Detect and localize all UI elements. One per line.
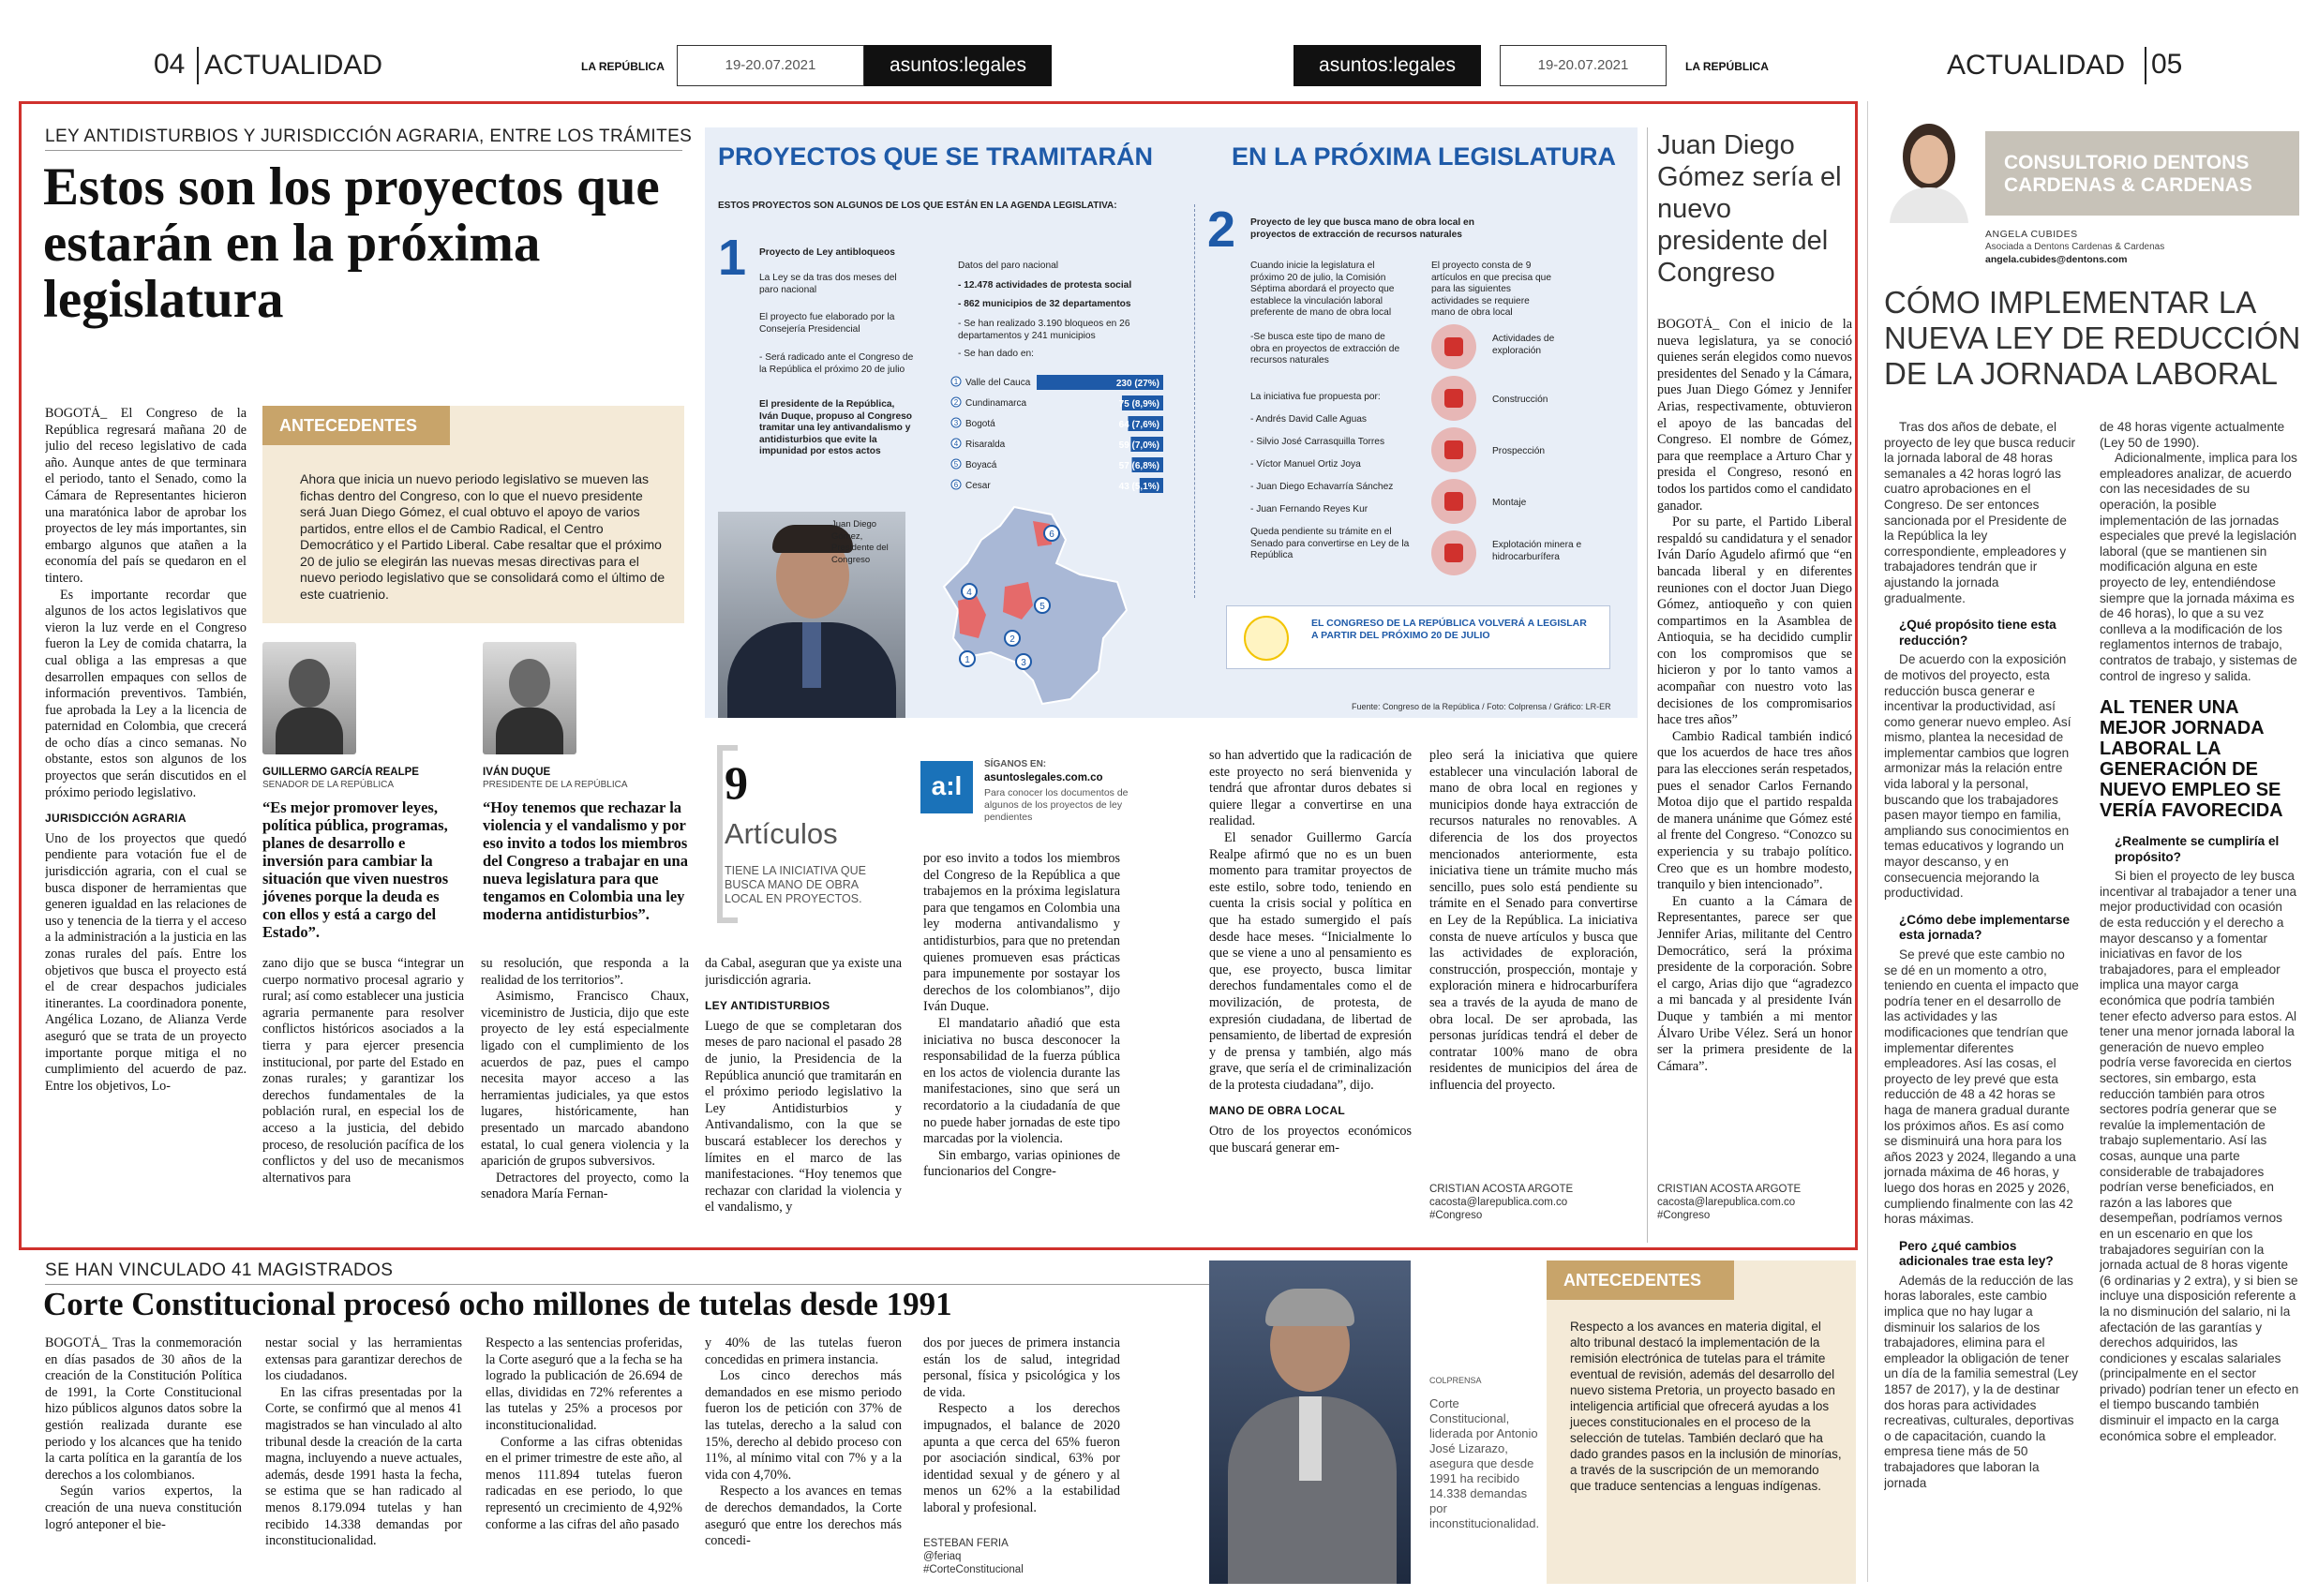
main-kicker: LEY ANTIDISTURBIOS Y JURISDICCIÓN AGRARIA, ENTRE LOS TRÁMITES xyxy=(45,127,693,146)
author-avatar xyxy=(1882,118,1976,223)
info-p1-title: Proyecto de Ley antibloqueos xyxy=(759,247,895,258)
main-author: CRISTIAN ACOSTA ARGOTE xyxy=(1429,1184,1574,1195)
main-col3-p1: su resolución, que responda a la realidad de los territorios”. xyxy=(481,956,689,988)
main-col6-p3: Otro de los proyectos económicos que buscará generar em- xyxy=(1209,1124,1412,1156)
bar-category-label: Risaralda xyxy=(965,440,1006,450)
info-paro-item-3: - Se han realizado 3.190 bloqueos en 26 departamentos y 241 municipios xyxy=(958,319,1130,341)
bottom-col4-p1: y 40% de las tutelas fueron concedidas en primera instancia. xyxy=(705,1335,902,1367)
right-author-name: ANGELA CUBIDES xyxy=(1985,229,2078,240)
main-col5-p1: por eso invito a todos los miembros del Congreso de la República a que trabajemos en la próxima legislatura para que tengamos en Colombia una ley moderna antivandalismo y antidisturbios, para que no pretendan quienes promueven esas prácticas para impunemente por sostayar los derechos de los colombianos”, dijo Iván Duque. xyxy=(923,851,1120,1015)
bar-value-label: 57 (6,8%) xyxy=(1118,461,1159,471)
main-col5-p3: Sin embargo, varias opiniones de funcionarios del Congre- xyxy=(923,1147,1120,1180)
colombia-map xyxy=(902,498,1145,713)
main-col4-p1: da Cabal, aseguran que ya existe una jurisdicción agraria. xyxy=(705,956,902,988)
bar-index-label: 1 xyxy=(953,378,959,386)
info-photo-caption: Juan Diego Gómez, Presidente del Congreso xyxy=(831,519,889,565)
right-c2-quote: AL TENER UNA MEJOR JORNADA LABORAL LA GENERACIÓN DE NUEVO EMPLEO SE VERÍA FAVORECIDA xyxy=(2100,697,2283,822)
map-label-6: 6 xyxy=(1049,530,1054,540)
right-c2-p2: Adicionalmente, implica para los empleadores analizar, de acuerdo con las necesidades de su operación, la posible implementación de las jornadas especiales que prevé la legislación laboral (que se mantienen sin modificación alguna en este proyecto de ley, entendiéndose siempre que la jornada máxima es de 46 horas), lo que a su vez conlleva a la modificación de los reglamentos internos de trabajo, contratos de trabajo, y sistemas de control de ingreso y salida. xyxy=(2100,451,2297,683)
bottom-headline: Corte Constitucional procesó ocho millones de tutelas desde 1991 xyxy=(43,1286,952,1322)
quote2-role: PRESIDENTE DE LA REPÚBLICA xyxy=(483,780,628,790)
main-col5-p2: El mandatario añadió que esta iniciativa no busca desconocer la responsabilidad de la fuerza pública en los actos de violencia durante las manifestaciones, sino que será un recordatorio a la ciudadanía de que no puede haber jornadas de este tipo marcadas por la violencia. xyxy=(923,1015,1120,1147)
main-column-5 xyxy=(923,851,1120,1242)
info-p2-left-5: - Silvio José Carrasquilla Torres xyxy=(1250,437,1385,447)
bottom-kicker: SE HAN VINCULADO 41 MAGISTRADOS xyxy=(45,1260,394,1280)
main-col4-p2: Luego de que se completaran dos meses de paro nacional el pasado 28 de junio, la Presidencia de la República anunció que tramitarán en el próximo periodo legislativo la Ley Antidisturbios y Antivandalismo, con la que se buscará establecer los derechos y límites en el marco de las manifestaciones. “Hoy tenemos que rechazar con claridad la violencia y el vandalismo, y xyxy=(705,1018,902,1216)
right-date-box: 19-20.07.2021 xyxy=(1500,45,1667,86)
left-header-divider xyxy=(197,47,199,84)
main-col6-p1: so han advertido que la radicación de este proyecto no será bienvenida y tendrá que afrontar duros debates si quiere llegar a convertirse en una realidad. xyxy=(1209,748,1412,829)
activity-5: Explotación minera e hidrocarburífera xyxy=(1492,540,1582,562)
map-label-2: 2 xyxy=(1009,634,1015,645)
right-page-number: 05 xyxy=(2151,49,2183,80)
bottom-column-1 xyxy=(45,1335,242,1589)
bottom-column-2 xyxy=(265,1335,462,1589)
main-col2-p1: zano dijo que se busca “integrar un cuerpo normativo procesal agrario y rural; así como establecer una justicia agraria permanente para resolver conflictos históricos asociados a la tierra y para ejercer presencia institucional, por parte del Estado en zonas rurales; y garantizar los derechos fundamentales de la población rural, en especial los de acceso a la justicia, del debido proceso, de resolución pacífica de los conflictos y del uso de mecanismos alternativos para xyxy=(262,956,464,1186)
main-column-3 xyxy=(481,956,689,1242)
right-c1-p4: Además de la reducción de las horas laborales, este cambio implica que no hay lugar a disminuir los salarios de los trabajadores, elimina para el empleador la obligación de tener un día de la familia semestral (Ley 1857 de 2017), y la de destinar dos horas para actividades recreativas, culturales, deportivas o de capacitación, cuando la empresa tiene más de 50 trabajadores que laboran la jornada xyxy=(1884,1273,2079,1490)
main-col3-p2: Asimismo, Francisco Chaux, viceministro de Justicia, dijo que este proyecto de ley está especialmente ligado con el cumplimiento de los acuerdos de paz, pues el campo necesita mayor acceso a las herramientas judiciales, ya que estos lugares, históricamente, han presentado un marcado abandono estatal, lo cual genera violencia y la aparición de grupos subversivos. xyxy=(481,989,689,1170)
info-paro-item-1: - 12.478 actividades de protesta social xyxy=(958,280,1132,291)
main-column-6 xyxy=(1209,748,1412,1242)
info-p2-left-4: - Andrés David Calle Aguas xyxy=(1250,414,1368,425)
bulb-banner xyxy=(1226,605,1610,669)
left-page-number: 04 xyxy=(154,49,186,80)
bar-index-label: 5 xyxy=(953,460,959,469)
bottom-col5-p1: dos por jueces de primera instancia están los de salud, integridad personal, física y psicológica y los de vida. xyxy=(923,1335,1120,1400)
info-source: Fuente: Congreso de la República / Foto: Colprensa / Gráfico: LR-ER xyxy=(1352,702,1611,711)
bar-index-label: 6 xyxy=(953,481,959,489)
info-paro-item-4: - Se han dado en: xyxy=(958,349,1034,359)
right-column-1 xyxy=(1884,420,2079,1587)
bottom-col1-p2: Según varios expertos, la creación de una nueva constitución logró anteponer el bie- xyxy=(45,1484,242,1532)
antecedentes-text: Ahora que inicia un nuevo periodo legislativo se mueven las fichas dentro del Congreso, con lo que el nuevo presidente será Juan Diego Gómez, el cual obtuvo el apoyo de varios partidos, entre ellos el de Cambio Radical, el Centro Democrático y el Partido Liberal. Cabe resaltar que el próximo 20 de julio se elegirán las nuevas mesas directivas para el nuevo periodo legislativo que se consolidará como el último de este cuatrienio. xyxy=(300,471,665,602)
right-left-rule xyxy=(1867,101,1868,1582)
main-column-1 xyxy=(45,406,247,1240)
side-author-mail[interactable]: cacosta@larepublica.com.co xyxy=(1657,1197,1796,1208)
right-section-title: ACTUALIDAD xyxy=(1947,50,2126,81)
map-label-4: 4 xyxy=(966,588,972,598)
bar-index-label: 3 xyxy=(953,419,959,427)
department-bar-chart xyxy=(950,369,1194,510)
quote1-name: GUILLERMO GARCÍA REALPE xyxy=(262,767,419,778)
map-label-5: 5 xyxy=(1039,602,1045,612)
bar-category-label: Cundinamarca xyxy=(965,398,1027,409)
main-column-4 xyxy=(705,956,902,1242)
side-byline xyxy=(1657,1183,1854,1222)
right-c1-q1: ¿Qué propósito tiene esta reducción? xyxy=(1899,618,2056,648)
nine-number: 9 xyxy=(725,756,748,809)
nine-word: Artículos xyxy=(725,817,838,850)
bottom-col1-p1: BOGOTÁ_ Tras la conmemoración en días pasados de 30 años de la creación de la Constitución Política de 1991, la Corte Constitucional hizo públicos algunos datos sobre la gestión realizada durante ese periodo y los alcances que ha tenido la carta política en la garantía de los derechos a los colombianos. xyxy=(45,1335,242,1483)
side-left-rule xyxy=(1647,127,1648,1243)
info-p2-left-2: -Se busca este tipo de mano de obra en proyectos de extracción de recursos naturales xyxy=(1250,332,1400,365)
info-title-b: EN LA PRÓXIMA LEGISLATURA xyxy=(1232,142,1616,171)
bottom-antecedentes-box xyxy=(1547,1260,1856,1584)
info-p1-item-2: El proyecto fue elaborado por la Consejería Presidencial xyxy=(759,312,895,335)
info-p2-left-9: Queda pendiente su trámite en el Senado para convertirse en Ley de la República xyxy=(1250,527,1410,560)
bar-value-label: 75 (8,9%) xyxy=(1118,399,1159,410)
info-p2-left-8: - Juan Fernando Reyes Kur xyxy=(1250,504,1368,515)
side-p2: Por su parte, el Partido Liberal respaldó su candidatura y el senador Iván Darío Agudelo afirmó que “en bancada liberal y en diferentes reuniones con el doctor Juan Diego Gómez, antioqueño y con quien compartimos en la Asamblea de Antioquia, se ha decidido cumplir con los compromisos que se hicieron y por lo tanto vamos a acompañar con nuestro voto las decisiones de los compromisarios hace tres años” xyxy=(1657,515,1852,728)
info-p2-left-7: - Juan Diego Echavarría Sánchez xyxy=(1250,482,1394,492)
right-c1-p3: Se prevé que este cambio no se dé en un momento a otro, teniendo en cuenta el impacto que podría tener en el desarrollo de las actividades y las modificaciones que tendrían que implementar diferentes empleadores. Así las cosas, el proyecto de ley prevé que esta reducción de 48 a 42 horas se haga de manera gradual durante los próximos años. Es así como se disminuirá una hora para los años 2023 y 2024, llegando a una jornada máxima de 46 horas, y luego dos horas en 2025 y 2026, cumpliendo finalmente con las 42 horas máximas. xyxy=(1884,947,2079,1227)
bar-category-label: Cesar xyxy=(965,481,991,491)
exploration-icon xyxy=(1431,324,1476,369)
bar-category-label: Boyacá xyxy=(965,460,997,470)
info-p2-mid: El proyecto consta de 9 artículos en que precisa que para las siguientes actividades se requiere mano de obra local xyxy=(1431,261,1551,318)
right-c2-p1: de 48 horas vigente actualmente (Ley 50 de 1990). xyxy=(2100,420,2285,450)
bar-index-label: 2 xyxy=(953,398,959,407)
bottom-col2-p1: nestar social y las herramientas extensas para garantizar derechos de los ciudadanos. xyxy=(265,1335,462,1384)
bottom-photo xyxy=(1209,1260,1411,1584)
main-col7-p1: pleo será la iniciativa que quiere establecer una vinculación laboral de mano de obra local en regiones y municipios donde haya extracción de recursos naturales no renovables. A diferencia de los dos proyectos mencionados anteriormente, esta iniciativa tiene un trámite mucho más sencillo, pues solo está pendiente su trámite en el Senado para convertirse en Ley de la República. La iniciativa consta de nueve artículos y busca que las actividades de exploración, construcción, prospección, montaje y exploración minera e hidrocarburífera sea a través de la ayuda de mano de obra local. De ser aprobada, las personas jurídicas tendrá el deber de contratar 100% mano de obra residentes de municipios del área de influencia del proyecto. xyxy=(1429,748,1638,1093)
kicker-rule xyxy=(45,150,682,151)
main-byline xyxy=(1429,1183,1636,1222)
right-brand: asuntos:legales xyxy=(1294,45,1481,86)
right-c1-p2: De acuerdo con la exposición de motivos del proyecto, esta reducción busca generar e incentivar la productividad, así como generar nuevo empleo. Así mismo, plantea la necesidad de implementar cambios que logren armonizar más la relación entre vida laboral y la personal, buscando que los trabajadores pasen mayor tiempo en familia, ampliando sus conocimientos en temas educativos y logrando un mayor descanso, y en consecuencia mejorando la productividad. xyxy=(1884,652,2071,901)
quote2-name: IVÁN DUQUE xyxy=(483,767,551,778)
side-headline: Juan Diego Gómez sería el nuevo presidente del Congreso xyxy=(1657,130,1842,288)
bottom-byline xyxy=(923,1537,1120,1576)
main-col6-p2: El senador Guillermo García Realpe afirmó que no es un buen momento para tramitar proyectos de este estilo, sobre todo, teniendo en cuenta la crisis social y política en que ha estado sumergido el país desde hace meses. “Inicialmente lo que se viene a uno al pensamiento es que, ese proyecto, busca limitar derechos fundamentales como el de movilización, de protesta, de expresión ciudadana, de libertad de pensamiento, de libertad de expresión y de prensa y también, algo más grave, que sería el de criminalización de la protesta ciudadana”, dijo. xyxy=(1209,829,1412,1093)
bottom-antecedentes-title: ANTECEDENTES xyxy=(1547,1260,1734,1300)
main-col6-subhead: MANO DE OBRA LOCAL xyxy=(1209,1104,1345,1118)
follow-title: SÍGANOS EN: xyxy=(984,759,1047,769)
bottom-col4-p3: Respecto a los avances en temas de derechos demandados, la Corte aseguró que entre los derechos más concedi- xyxy=(705,1484,902,1549)
bottom-col5-p2: Respecto a los derechos impugnados, el balance de 2020 apunta a que cerca del 65% fueron por asociación sindical, 63% por identidad sexual y de género y al menos un 62% a la estabilidad laboral y profesional. xyxy=(923,1401,1120,1515)
bar-category-label: Bogotá xyxy=(965,419,995,429)
activity-4: Montaje xyxy=(1492,498,1527,508)
consultorio-banner: CONSULTORIO DENTONS CARDENAS & CARDENAS xyxy=(1985,131,2299,216)
info-paro-item-2: - 862 municipios de 32 departamentos xyxy=(958,299,1131,309)
bottom-col2-p2: En las cifras presentadas por la Corte, se confirmó que al menos 41 magistrados se han vinculado al alto tribunal desde la creación de la carta magna, incluyendo a nueve actuales, además, desde 1991 hasta la fecha, se estima que se han radicado al menos 8.179.094 tutelas y han recibido 14.338 demandas por inconstitucionalidad. xyxy=(265,1384,462,1549)
antecedentes-title: ANTECEDENTES xyxy=(262,406,450,445)
bar-value-label: 59 (7,0%) xyxy=(1118,440,1159,451)
side-p1: BOGOTÁ_ Con el inicio de la nueva legislatura, ya se conoció quienes serán elegidos como nuevos presidentes del Senado y la Cámara, pues Juan Diego Gómez y Jennifer Arias, respectivamente, obtuvieron el apoyo de las bancadas del Congreso. El nombre de Gómez, para que reemplace a Arturo Char y presida el Congreso, resonó en todos los partidos como el candidato ganador. xyxy=(1657,317,1852,514)
bottom-col3-p2: Conforme a las cifras obtenidas en el primer trimestre de este año, al menos 111.894 tutelas fueron radicadas en ese periodo, lo que representó un crecimiento de 4,92% conforme a las cifras del año pasado xyxy=(486,1434,682,1532)
right-c1-q3: Pero ¿qué cambios adicionales trae esta ley? xyxy=(1899,1238,2054,1269)
follow-site[interactable]: asuntoslegales.com.co xyxy=(984,772,1103,783)
site-logo: a:l xyxy=(920,761,973,813)
right-pub-name: LA REPÚBLICA xyxy=(1685,60,1769,73)
antecedentes-box xyxy=(262,406,684,623)
info-p1-item-1: La Ley se da tras dos meses del paro nacional xyxy=(759,273,897,295)
main-author-tag: #Congreso xyxy=(1429,1210,1483,1221)
side-column xyxy=(1657,317,1852,1170)
right-author-mail[interactable]: angela.cubides@dentons.com xyxy=(1985,254,2128,265)
main-author-mail[interactable]: cacosta@larepublica.com.co xyxy=(1429,1197,1568,1208)
side-p3: Cambio Radical también indicó que los acuerdos de hace tres años para las elecciones serán respetados, pues el senador Carlos Fernando Motoa dijo que el partido respalda de manera unánime que Gómez esté al frente del Congreso. “Conozco su experiencia y su trabajo político. Creo que es un hombre modesto, tranquilo y bien intencionado”. xyxy=(1657,728,1852,893)
side-author: CRISTIAN ACOSTA ARGOTE xyxy=(1657,1184,1802,1195)
left-brand: asuntos:legales xyxy=(864,45,1052,86)
construction-icon xyxy=(1431,376,1476,421)
info-p2-left-1: Cuando inicie la legislatura el próximo 20 de julio, la Comisión Séptima abordará el proyecto que establece la vinculación laboral preferente de mano de obra local xyxy=(1250,261,1395,318)
bottom-col4-p2: Los cinco derechos más demandados en ese mismo periodo fueron los de petición con 37% de las tutelas, derecho a la salud con 15%, derecho al debido proceso con 11%, al mínimo vital con 7% y a la vida con 4,70%. xyxy=(705,1368,902,1483)
bar-index-label: 4 xyxy=(953,440,959,448)
right-header-divider xyxy=(2145,47,2146,84)
left-pub-name: LA REPÚBLICA xyxy=(581,60,665,73)
main-column-7 xyxy=(1429,748,1638,1151)
info-number-1: 1 xyxy=(718,230,747,286)
nine-text: TIENE LA INICIATIVA QUE BUSCA MANO DE OBRA LOCAL EN PROYECTOS. xyxy=(725,864,866,905)
side-author-tag: #Congreso xyxy=(1657,1210,1711,1221)
map-label-3: 3 xyxy=(1021,658,1026,668)
bottom-column-3 xyxy=(486,1335,682,1589)
bottom-antecedentes-text: Respecto a los avances en materia digital, el alto tribunal destacó la implementación de la remisión electrónica de tutelas para el trámite eventual de revisión, además del desarrollo del nuevo sistema Pretoria, un proyecto basado en inteligencia artificial que ofrecerá ayudas a los jueces constitucionales en el proceso de la selección de tutelas. También declaró que ha dado grandes pasos en la inclusión de minorías, a través de la suscripción de un memorando que traduce sentencias a lenguas indígenas. xyxy=(1570,1320,1842,1493)
info-p1-item-4: El presidente de la República, Iván Duque, propuso al Congreso tramitar una ley antivandalismo y antidisturbios que evite la impunidad por estos actos xyxy=(759,399,913,456)
main-col1-p1: BOGOTÁ_ El Congreso de la República regresará mañana 20 de julio del receso legislativo de cada año. Aunque antes de que terminara el periodo, tanto el Senado, como la Cámara de Representantes hicieron una maratónica labor de aprobar los proyectos de ley más importantes, sin embargo algunos que atañen a la economía del país se quedaron en el tintero. xyxy=(45,406,247,586)
bottom-author-tag: #CorteConstitucional xyxy=(923,1564,1024,1575)
bar-value-label: 230 (27%) xyxy=(1115,379,1159,389)
info-p2-left-3: La iniciativa fue propuesta por: xyxy=(1250,392,1381,402)
right-c1-q2: ¿Cómo debe implementarse esta jornada? xyxy=(1899,912,2071,943)
side-p4: En cuanto a la Cámara de Representantes, parece ser que Jennifer Arias, militante del Centro Democrático, será la próxima presidente de la corporación. Sobre el cargo, Arias dijo que “agradezco a mi bancada y al presidente Iván Duque y también a mi mentor Álvaro Uribe Vélez. Será un honor ser la primera presidente de la Cámara”. xyxy=(1657,893,1852,1074)
quote1-role: SENADOR DE LA REPÚBLICA xyxy=(262,780,395,790)
quote1-photo xyxy=(262,642,356,754)
bottom-col3-p1: Respecto a las sentencias proferidas, la Corte aseguró que a la fecha se ha logrado la publicación de 26.694 de ellas, divididas en 72% referentes a las tutelas y 25% a procesos por inconstitucionalidad. xyxy=(486,1335,682,1433)
bottom-column-4 xyxy=(705,1335,902,1589)
main-headline: Estos son los proyectos que estarán en la próxima legislatura xyxy=(43,157,660,329)
right-c2-q1: ¿Realmente se cumpliría el propósito? xyxy=(2115,834,2280,864)
main-column-2 xyxy=(262,956,464,1242)
bottom-photo-credit: COLPRENSA xyxy=(1429,1376,1482,1385)
info-p2-title: Proyecto de ley que busca mano de obra local en proyectos de extracción de recursos naturales xyxy=(1250,217,1474,240)
bottom-photo-caption: Corte Constitucional, liderada por Antonio José Lizarazo, asegura que desde 1991 ha recibido 14.338 demandas por inconstitucionalidad. xyxy=(1429,1396,1540,1530)
prospection-icon xyxy=(1431,427,1476,472)
lightbulb-icon xyxy=(1244,616,1289,661)
main-col1-p2: Es importante recordar que algunos de los actos legislativos que vieron la luz verde en el Congreso fueron la Ley de comida chatarra, la cual obliga a las empresas a que desarrollen empaques con sellos de información preventivos. También, fue aprobada la Ley a la licencia de paternidad en Colombia, que crecerá de ocho días a cinco semanas. No obstante, estos son algunos de los proyectos que serán discutidos en el próximo periodo legislativo. xyxy=(45,587,247,800)
main-col1-subhead: JURISDICCIÓN AGRARIA xyxy=(45,812,187,826)
right-column-2 xyxy=(2100,420,2299,1587)
left-section-title: ACTUALIDAD xyxy=(204,50,383,81)
infographic xyxy=(705,127,1638,718)
info-divider xyxy=(1194,204,1195,598)
right-author-role: Asociada a Dentons Cardenas & Cardenas xyxy=(1985,242,2165,252)
activity-2: Construcción xyxy=(1492,395,1548,405)
bottom-author: ESTEBAN FERIA xyxy=(923,1538,1009,1549)
bar-value-label: 64 (7,6%) xyxy=(1118,420,1159,430)
right-c2-p3: Si bien el proyecto de ley busca incentivar al trabajador a tener una mejor productividad con ocasión de esta reducción y el derecho a mayor descanso y a fomentar iniciativas en favor de los trabajadores, para el empleador implica una mayor carga económica que podría también tener efecto adverso para estos. Al tener una menor jornada laboral la generación de nuevo empleo podría verse favorecida en ciertos sectores, sin embargo, esta reducción también para otros sectores podría generar que se revalúe la implementación de trabajo suplementario. Así las cosas, aunque una parte considerable de trabajadores podrían verse beneficiados, en razón a las labores que desempeñan, podríamos vernos en un escenario en que los trabajadores seguirían con la jornada actual de 8 horas vigente (6 ordinarias y 2 extra), y si bien se incluye una disposición referente a la no disminución del salario, ni la afectación de las garantías y derechos adquiridos, las condiciones y escalas salariales (principalmente en el sector privado) podrían tener un efecto en el tiempo buscando también disminuir el impacto en la carga económica sobre el empleador. xyxy=(2100,869,2299,1443)
info-subtitle: ESTOS PROYECTOS SON ALGUNOS DE LOS QUE ESTÁN EN LA AGENDA LEGISLATIVA: xyxy=(718,201,1117,211)
main-col4-subhead: LEY ANTIDISTURBIOS xyxy=(705,999,830,1013)
bottom-column-5 xyxy=(923,1335,1120,1523)
right-headline: CÓMO IMPLEMENTAR LA NUEVA LEY DE REDUCCIÓN DE LA JORNADA LABORAL xyxy=(1884,285,2301,391)
mining-icon xyxy=(1431,530,1476,575)
quote2-text: “Hoy tenemos que rechazar la violencia y el vandalismo y por eso invito a todos los miembros del Congreso a trabajar en una nueva legislatura para que tengamos en Colombia una ley moderna antidisturbios”. xyxy=(483,798,688,923)
bulb-text: EL CONGRESO DE LA REPÚBLICA VOLVERÁ A LEGISLAR A PARTIR DEL PRÓXIMO 20 DE JULIO xyxy=(1311,618,1587,641)
activity-1: Actividades de exploración xyxy=(1492,334,1555,356)
bottom-author-mail[interactable]: @feriaq xyxy=(923,1551,962,1562)
assembly-icon xyxy=(1431,479,1476,524)
bar-category-label: Valle del Cauca xyxy=(965,378,1031,388)
map-label-1: 1 xyxy=(965,655,970,665)
info-paro-title: Datos del paro nacional xyxy=(958,261,1059,271)
info-title-a: PROYECTOS QUE SE TRAMITARÁN xyxy=(718,142,1154,171)
info-p2-left-6: - Víctor Manuel Ortiz Joya xyxy=(1250,459,1361,470)
bottom-kicker-rule xyxy=(45,1284,1217,1285)
quote1-text: “Es mejor promover leyes, política pública, programas, planes de desarrollo e inversión para cambiar la situación que viven nuestros jóvenes porque la deuda es con ellos y está a cargo del Estado”. xyxy=(262,798,449,941)
right-c1-p1: Tras dos años de debate, el proyecto de ley que busca reducir la jornada laboral de 48 horas semanales a 42 horas logró las cuatro aprobaciones en el Congreso. De ser entonces sancionada por el Presidente de la República la ley correspondiente, empleadores y trabajadores tendrán que ir ajustando la jornada gradualmente. xyxy=(1884,420,2076,605)
main-col1-p3: Uno de los proyectos que quedó pendiente para votación fue el de jurisdicción agraria, con el cual se busca disponer de herramientas que generen igualdad en las relaciones de uso y tenencia de la tierra y el acceso a la administración a la justicia en las zonas rurales del país. Entre los objetivos que busca el proyecto está el de crear despachos judiciales itinerantes. La coordinadora ponente, Angélica Lozano, de Alianza Verde aseguró que se trata de un proyecto importante porque mitiga el no cumplimiento del acuerdo de paz. Entre los objetivos, Lo- xyxy=(45,830,247,1094)
bar-value-label: 43 (5,1%) xyxy=(1118,482,1159,492)
quote2-photo xyxy=(483,642,576,754)
info-p1-item-3: - Será radicado ante el Congreso de la República el próximo 20 de julio xyxy=(759,352,914,375)
info-number-2: 2 xyxy=(1207,201,1236,258)
main-col3-p3: Detractores del proyecto, como la senadora María Fernan- xyxy=(481,1170,689,1202)
activity-3: Prospección xyxy=(1492,446,1546,456)
left-date-box: 19-20.07.2021 xyxy=(677,45,864,86)
follow-text: Para conocer los documentos de algunos de los proyectos de ley pendientes xyxy=(984,787,1129,823)
